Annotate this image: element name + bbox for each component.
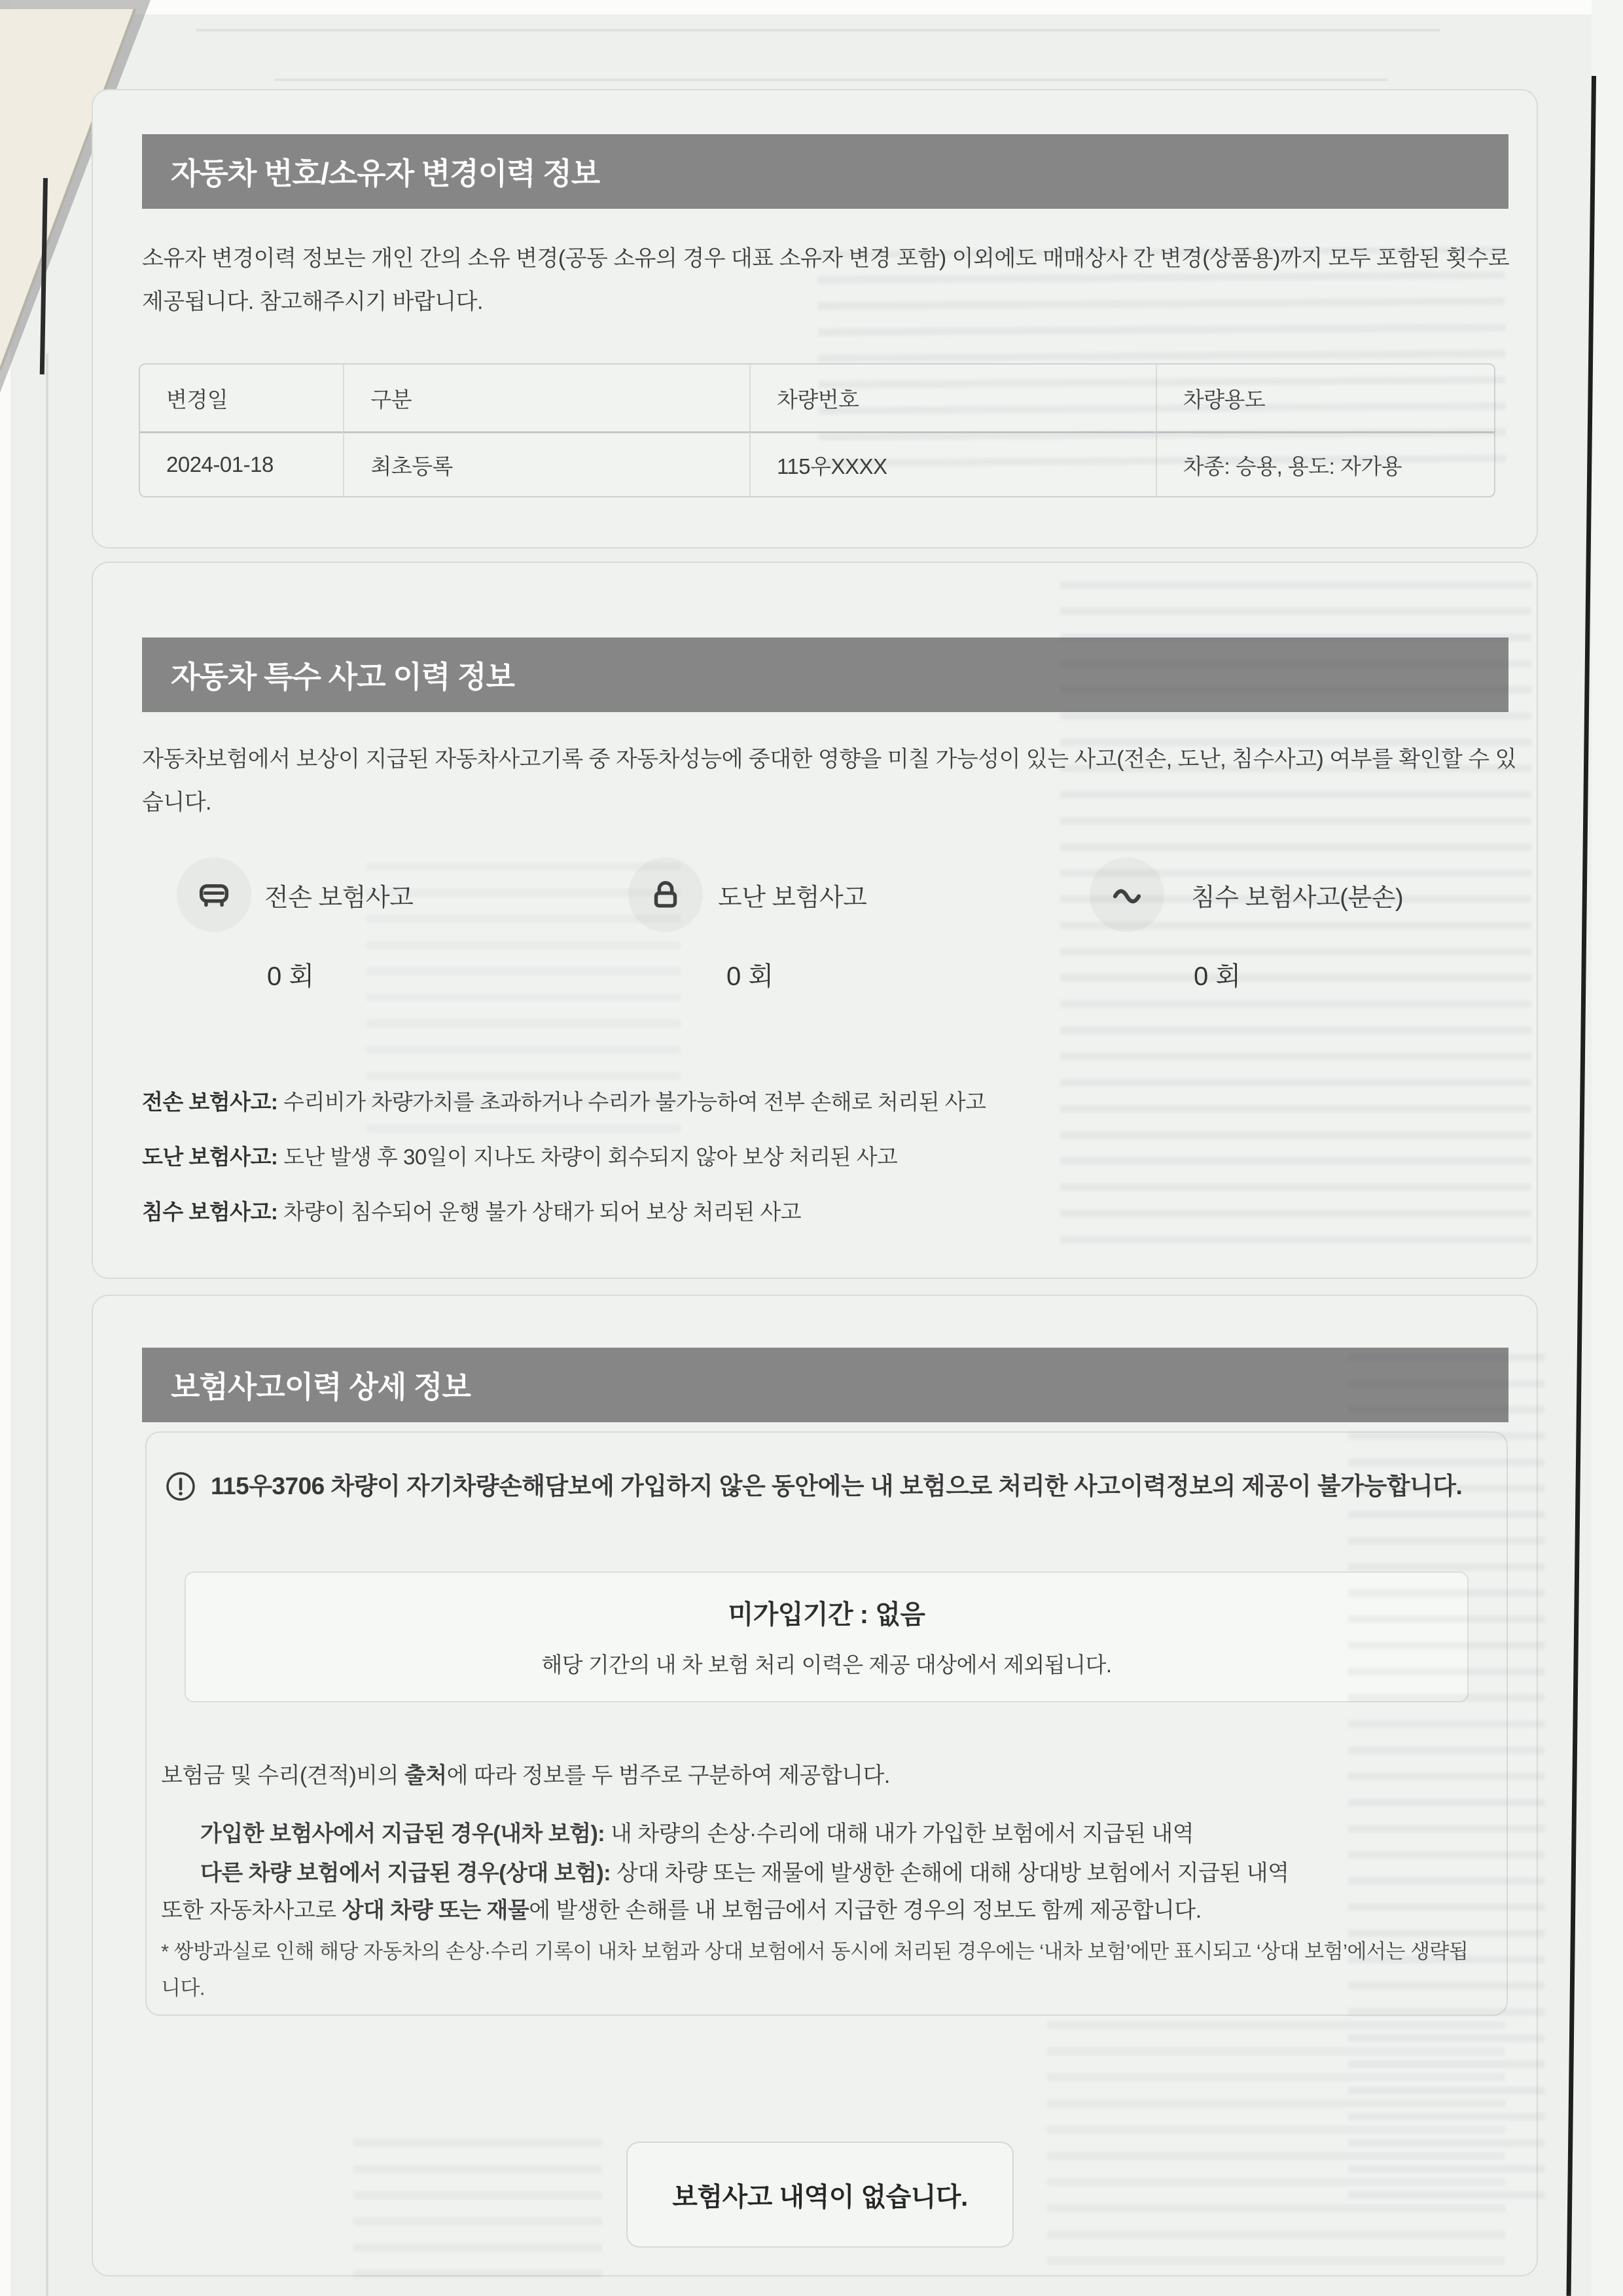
coverage-notice (165, 1462, 1489, 1511)
coverage-notice-box (145, 1431, 1508, 2016)
stat-count-flood: 0 회 (1194, 962, 1241, 991)
also-prefix: 또한 자동차사고로 (161, 1898, 342, 1923)
page-left-border-line (46, 353, 48, 2296)
scan-streak (275, 79, 1387, 81)
source-intro-line (161, 1757, 1489, 1789)
cell-change-date: 2024-01-18 (140, 431, 343, 496)
section-header-bar (142, 134, 1508, 209)
uninsured-period-subtitle: 해당 기간의 내 차 보험 처리 이력은 제공 대상에서 제외됩니다. (541, 1653, 1112, 1677)
section-header-bar (142, 1348, 1508, 1422)
definition-text: 도난 발생 후 30일이 지나도 차량이 회수되지 않아 보상 처리된 사고 (277, 1145, 898, 1169)
section-title: 자동차 특수 사고 이력 정보 (171, 660, 514, 694)
scan-top-edge (0, 0, 1623, 14)
stat-count-total-loss: 0 회 (267, 962, 314, 991)
col-vehicle-use: 차량용도 (1156, 365, 1494, 431)
car-front-icon (177, 857, 251, 932)
no-accident-message-box (626, 2142, 1014, 2248)
wave-icon (1090, 857, 1164, 932)
cell-plate-number: 115우XXXX (749, 431, 1156, 496)
definition-text: 수리비가 차량가치를 초과하거나 수리가 불가능하여 전부 손해로 처리된 사고 (277, 1090, 986, 1114)
scan-right-margin (1592, 0, 1623, 2296)
table-header-row (140, 365, 1494, 431)
section-description: 소유자 변경이력 정보는 개인 간의 소유 변경(공동 소유의 경우 대표 소유자 변경 포함) 이외에도 매매상사 간 변경(상품용)까지 모두 포함된 횟수로 제공됩니다. 참고해주시기 바랍니다. (142, 246, 1510, 314)
stat-count-theft: 0 회 (726, 962, 774, 991)
exclamation-circle-icon (165, 1471, 196, 1502)
category-own-insurance (200, 1816, 1496, 1848)
category-term: 다른 차량 보험에서 지급된 경우(상대 보험): (200, 1861, 611, 1886)
table-row (140, 431, 1494, 496)
category-text: 상대 차량 또는 재물에 발생한 손해에 대해 상대방 보험에서 지급된 내역 (611, 1861, 1289, 1886)
section-title: 자동차 번호/소유자 변경이력 정보 (171, 156, 600, 190)
col-plate-number: 차량번호 (749, 365, 1156, 431)
section-insurance-accident-detail (92, 1295, 1538, 2276)
cell-category: 최초등록 (343, 431, 749, 496)
section-description: 자동차보험에서 보상이 지급된 자동차사고기록 중 자동차성능에 중대한 영향을 미칠 가능성이 있는 사고(전손, 도난, 침수사고) 여부를 확인할 수 있습니다. (142, 747, 1516, 815)
coverage-notice-text: 115우3706 차량이 자기차량손해담보에 가입하지 않은 동안에는 내 보험으로 처리한 사고이력정보의 제공이 불가능합니다. (211, 1473, 1463, 1499)
no-accident-message: 보험사고 내역이 없습니다. (672, 2182, 968, 2212)
definition-total-loss (142, 1075, 1535, 1130)
category-other-insurance (200, 1855, 1496, 1887)
scan-streak (196, 29, 1440, 31)
definition-theft (142, 1130, 1535, 1185)
section-owner-change-history (92, 89, 1538, 548)
change-history-table (139, 363, 1495, 497)
stat-label-total-loss: 전손 보험사고 (264, 884, 414, 912)
source-intro-bold: 출처 (404, 1763, 447, 1788)
definition-text: 차량이 침수되어 운행 불가 상태가 되어 보상 처리된 사고 (277, 1200, 802, 1224)
accident-definitions (142, 1075, 1535, 1240)
footnote: * 쌍방과실로 인해 해당 자동차의 손상·수리 기록이 내차 보험과 상대 보험에서 동시에 처리된 경우에는 ‘내차 보험’에만 표시되고 ‘상대 보험’에서는 생략됩니다. (161, 1940, 1469, 2000)
source-intro-suffix: 에 따라 정보를 두 범주로 구분하여 제공합니다. (446, 1763, 890, 1788)
definition-flood (142, 1185, 1535, 1240)
lock-icon (628, 857, 703, 932)
section-header-bar (142, 637, 1508, 712)
definition-term: 전손 보험사고: (142, 1090, 278, 1114)
uninsured-period-box (185, 1571, 1469, 1702)
definition-term: 도난 보험사고: (142, 1145, 278, 1169)
stat-label-flood: 침수 보험사고(분손) (1191, 884, 1404, 912)
source-intro-prefix: 보험금 및 수리(견적)비의 (161, 1763, 404, 1788)
col-category: 구분 (343, 365, 749, 431)
also-bold: 상대 차량 또는 재물 (342, 1898, 529, 1923)
col-change-date: 변경일 (166, 387, 228, 412)
uninsured-period-title: 미가입기간 : 없음 (728, 1600, 925, 1629)
also-provided-line (161, 1892, 1489, 1924)
section-special-accident-history (92, 562, 1538, 1279)
stat-label-theft: 도난 보험사고 (718, 884, 867, 912)
definition-term: 침수 보험사고: (142, 1200, 278, 1224)
category-text: 내 차량의 손상·수리에 대해 내가 가입한 보험에서 지급된 내역 (605, 1821, 1194, 1846)
also-suffix: 에 발생한 손해를 내 보험금에서 지급한 경우의 정보도 함께 제공합니다. (529, 1898, 1202, 1923)
section-title: 보험사고이력 상세 정보 (171, 1370, 471, 1404)
category-term: 가입한 보험사에서 지급된 경우(내차 보험): (200, 1821, 605, 1846)
cell-vehicle-use: 차종: 승용, 용도: 자가용 (1156, 431, 1494, 496)
